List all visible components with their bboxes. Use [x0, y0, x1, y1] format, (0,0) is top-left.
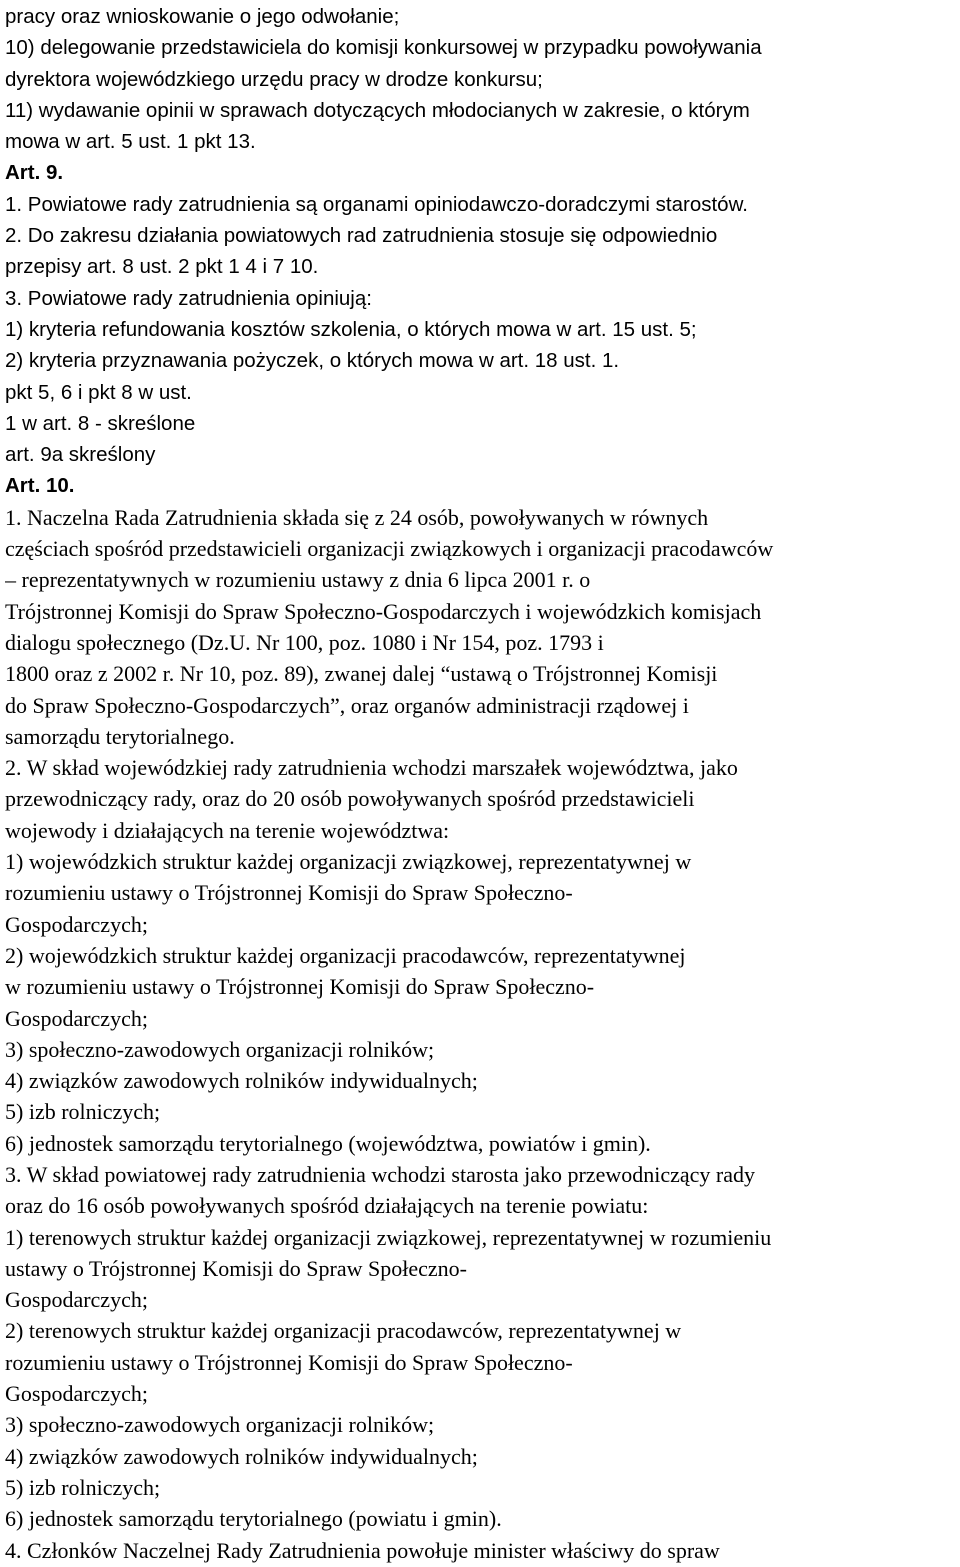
- article-heading: Art. 9.: [5, 161, 64, 185]
- text-line: 3. Powiatowe rady zatrudnienia opiniują:: [5, 286, 372, 310]
- text-line: 4) związków zawodowych rolników indywidualnych;: [5, 1443, 478, 1469]
- document-text: [5, 1, 957, 1566]
- text-line: 2) kryteria przyznawania pożyczek, o których mowa w art. 18 ust. 1.: [5, 349, 620, 373]
- text-line: – reprezentatywnych w rozumieniu ustawy z dnia 6 lipca 2001 r. o: [5, 567, 591, 593]
- text-line: 3) społeczno-zawodowych organizacji rolników;: [5, 1412, 435, 1438]
- text-line: 1. Naczelna Rada Zatrudnienia składa się z 24 osób, powoływanych w równych: [5, 504, 709, 530]
- text-line: art. 9a skreślony: [5, 443, 156, 467]
- text-line: 6) jednostek samorządu terytorialnego (powiatu i gmin).: [5, 1506, 502, 1532]
- text-line: 3. W skład powiatowej rady zatrudnienia wchodzi starosta jako przewodniczący rady: [5, 1161, 755, 1187]
- text-line: dyrektora wojewódzkiego urzędu pracy w drodze konkursu;: [5, 67, 543, 91]
- article-heading: Art. 10.: [5, 474, 75, 498]
- text-line: 1. Powiatowe rady zatrudnienia są organami opiniodawczo-doradczymi starostów.: [5, 192, 748, 216]
- text-line: przepisy art. 8 ust. 2 pkt 1 4 i 7 10.: [5, 255, 319, 279]
- text-line: ustawy o Trójstronnej Komisji do Spraw Społeczno-: [5, 1255, 467, 1281]
- text-line: do Spraw Społeczno-Gospodarczych”, oraz organów administracji rządowej i: [5, 692, 689, 718]
- text-line: przewodniczący rady, oraz do 20 osób powoływanych spośród przedstawicieli: [5, 786, 695, 812]
- text-line: 5) izb rolniczych;: [5, 1099, 161, 1125]
- text-line: w rozumieniu ustawy o Trójstronnej Komisji do Spraw Społeczno-: [5, 974, 595, 1000]
- text-line: 4) związków zawodowych rolników indywidualnych;: [5, 1068, 478, 1094]
- text-line: wojewody i działających na terenie województwa:: [5, 817, 450, 843]
- text-line: 2. W skład wojewódzkiej rady zatrudnienia wchodzi marszałek województwa, jako: [5, 755, 738, 781]
- text-line: 1) wojewódzkich struktur każdej organizacji związkowej, reprezentatywnej w: [5, 849, 692, 875]
- text-line: pkt 5, 6 i pkt 8 w ust.: [5, 380, 192, 404]
- text-line: Gospodarczych;: [5, 1005, 148, 1031]
- text-line: mowa w art. 5 ust. 1 pkt 13.: [5, 130, 256, 154]
- text-line: dialogu społecznego (Dz.U. Nr 100, poz. 1080 i Nr 154, poz. 1793 i: [5, 629, 604, 655]
- document-page: [5, 1, 957, 1566]
- text-line: częściach spośród przedstawicieli organizacji związkowych i organizacji pracodawców: [5, 536, 774, 562]
- text-line: rozumieniu ustawy o Trójstronnej Komisji do Spraw Społeczno-: [5, 880, 573, 906]
- text-line: rozumieniu ustawy o Trójstronnej Komisji do Spraw Społeczno-: [5, 1349, 573, 1375]
- text-line: 3) społeczno-zawodowych organizacji rolników;: [5, 1036, 435, 1062]
- text-line: Gospodarczych;: [5, 1287, 148, 1313]
- text-line: samorządu terytorialnego.: [5, 723, 235, 749]
- text-line: 1 w art. 8 - skreślone: [5, 411, 196, 435]
- text-line: Gospodarczych;: [5, 911, 148, 937]
- text-line: Gospodarczych;: [5, 1381, 148, 1407]
- text-line: 1) kryteria refundowania kosztów szkolenia, o których mowa w art. 15 ust. 5;: [5, 317, 697, 341]
- text-line: 1) terenowych struktur każdej organizacji związkowej, reprezentatywnej w rozumieniu: [5, 1224, 772, 1250]
- text-line: Trójstronnej Komisji do Spraw Społeczno-Gospodarczych i wojewódzkich komisjach: [5, 598, 762, 624]
- text-line: oraz do 16 osób powoływanych spośród działających na terenie powiatu:: [5, 1193, 649, 1219]
- text-line: 2) wojewódzkich struktur każdej organizacji pracodawców, reprezentatywnej: [5, 942, 686, 968]
- text-line: 5) izb rolniczych;: [5, 1474, 161, 1500]
- text-line: 6) jednostek samorządu terytorialnego (województwa, powiatów i gmin).: [5, 1130, 651, 1156]
- text-line: pracy oraz wnioskowanie o jego odwołanie;: [5, 5, 400, 28]
- text-line: 1800 oraz z 2002 r. Nr 10, poz. 89), zwanej dalej “ustawą o Trójstronnej Komisji: [5, 661, 718, 687]
- text-line: 11) wydawanie opinii w sprawach dotyczących młodocianych w zakresie, o którym: [5, 98, 750, 122]
- text-line: 10) delegowanie przedstawiciela do komisji konkursowej w przypadku powoływania: [5, 36, 762, 60]
- text-line: 2) terenowych struktur każdej organizacji pracodawców, reprezentatywnej w: [5, 1318, 682, 1344]
- text-line: 2. Do zakresu działania powiatowych rad zatrudnienia stosuje się odpowiednio: [5, 224, 718, 248]
- text-line: 4. Członków Naczelnej Rady Zatrudnienia powołuje minister właściwy do spraw: [5, 1537, 720, 1563]
